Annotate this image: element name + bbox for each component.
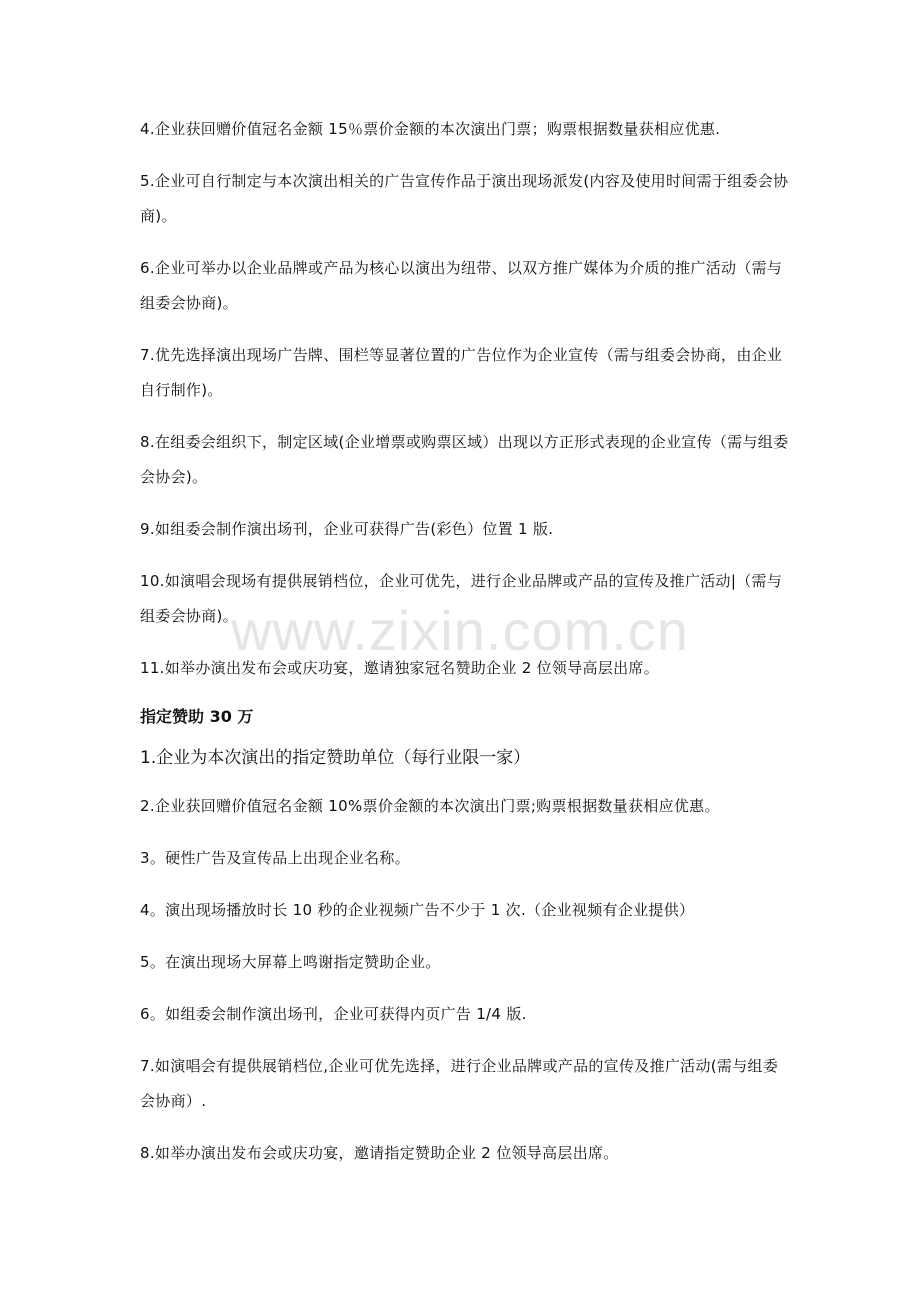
benefit-item-5: 5.企业可自行制定与本次演出相关的广告宣传作品于演出现场派发(内容及使用时间需于组委会协商)。 bbox=[140, 172, 789, 225]
section-heading: 指定赞助 30 万 bbox=[140, 707, 254, 726]
benefit-item-8: 8.在组委会组织下，制定区域(企业增票或购票区域）出现以方正形式表现的企业宣传（需与组委会协会)。 bbox=[140, 433, 789, 486]
sponsor-item-5: 5。在演出现场大屏幕上鸣谢指定赞助企业。 bbox=[140, 953, 441, 971]
sponsor-item-3: 3。硬性广告及宣传品上出现企业名称。 bbox=[140, 849, 410, 867]
watermark: www.zixin.com.cn bbox=[231, 599, 689, 662]
section-subheading: 1.企业为本次演出的指定赞助单位（每行业限一家） bbox=[140, 748, 531, 768]
sponsor-item-2: 2.企业获回赠价值冠名金额 10%票价金额的本次演出门票;购票根据数量获相应优惠。 bbox=[140, 797, 720, 815]
sponsor-item-7: 7.如演唱会有提供展销档位,企业可优先选择，进行企业品牌或产品的宣传及推广活动(需与组委会协商）. bbox=[140, 1057, 779, 1110]
benefit-item-10: 10.如演唱会现场有提供展销档位，企业可优先，进行企业品牌或产品的宣传及推广活动|（需与组委会协商)。 bbox=[140, 572, 783, 625]
benefit-item-11: 11.如举办演出发布会或庆功宴，邀请独家冠名赞助企业 2 位领导高层出席。 bbox=[140, 659, 660, 677]
benefit-item-9: 9.如组委会制作演出场刊，企业可获得广告(彩色）位置 1 版. bbox=[140, 520, 554, 538]
sponsor-item-4: 4。演出现场播放时长 10 秒的企业视频广告不少于 1 次.（企业视频有企业提供） bbox=[140, 901, 695, 919]
benefit-item-6: 6.企业可举办以企业品牌或产品为核心以演出为纽带、以双方推广媒体为介质的推广活动（需与组委会协商)。 bbox=[140, 259, 783, 312]
document-body bbox=[140, 112, 790, 1188]
sponsor-item-8: 8.如举办演出发布会或庆功宴，邀请指定赞助企业 2 位领导高层出席。 bbox=[140, 1144, 619, 1162]
benefit-item-4: 4.企业获回赠价值冠名金额 15％票价金额的本次演出门票；购票根据数量获相应优惠. bbox=[140, 120, 721, 138]
benefit-item-7: 7.优先选择演出现场广告牌、围栏等显著位置的广告位作为企业宣传（需与组委会协商，由企业自行制作)。 bbox=[140, 346, 783, 399]
sponsor-item-6: 6。如组委会制作演出场刊，企业可获得内页广告 1/4 版. bbox=[140, 1005, 527, 1023]
